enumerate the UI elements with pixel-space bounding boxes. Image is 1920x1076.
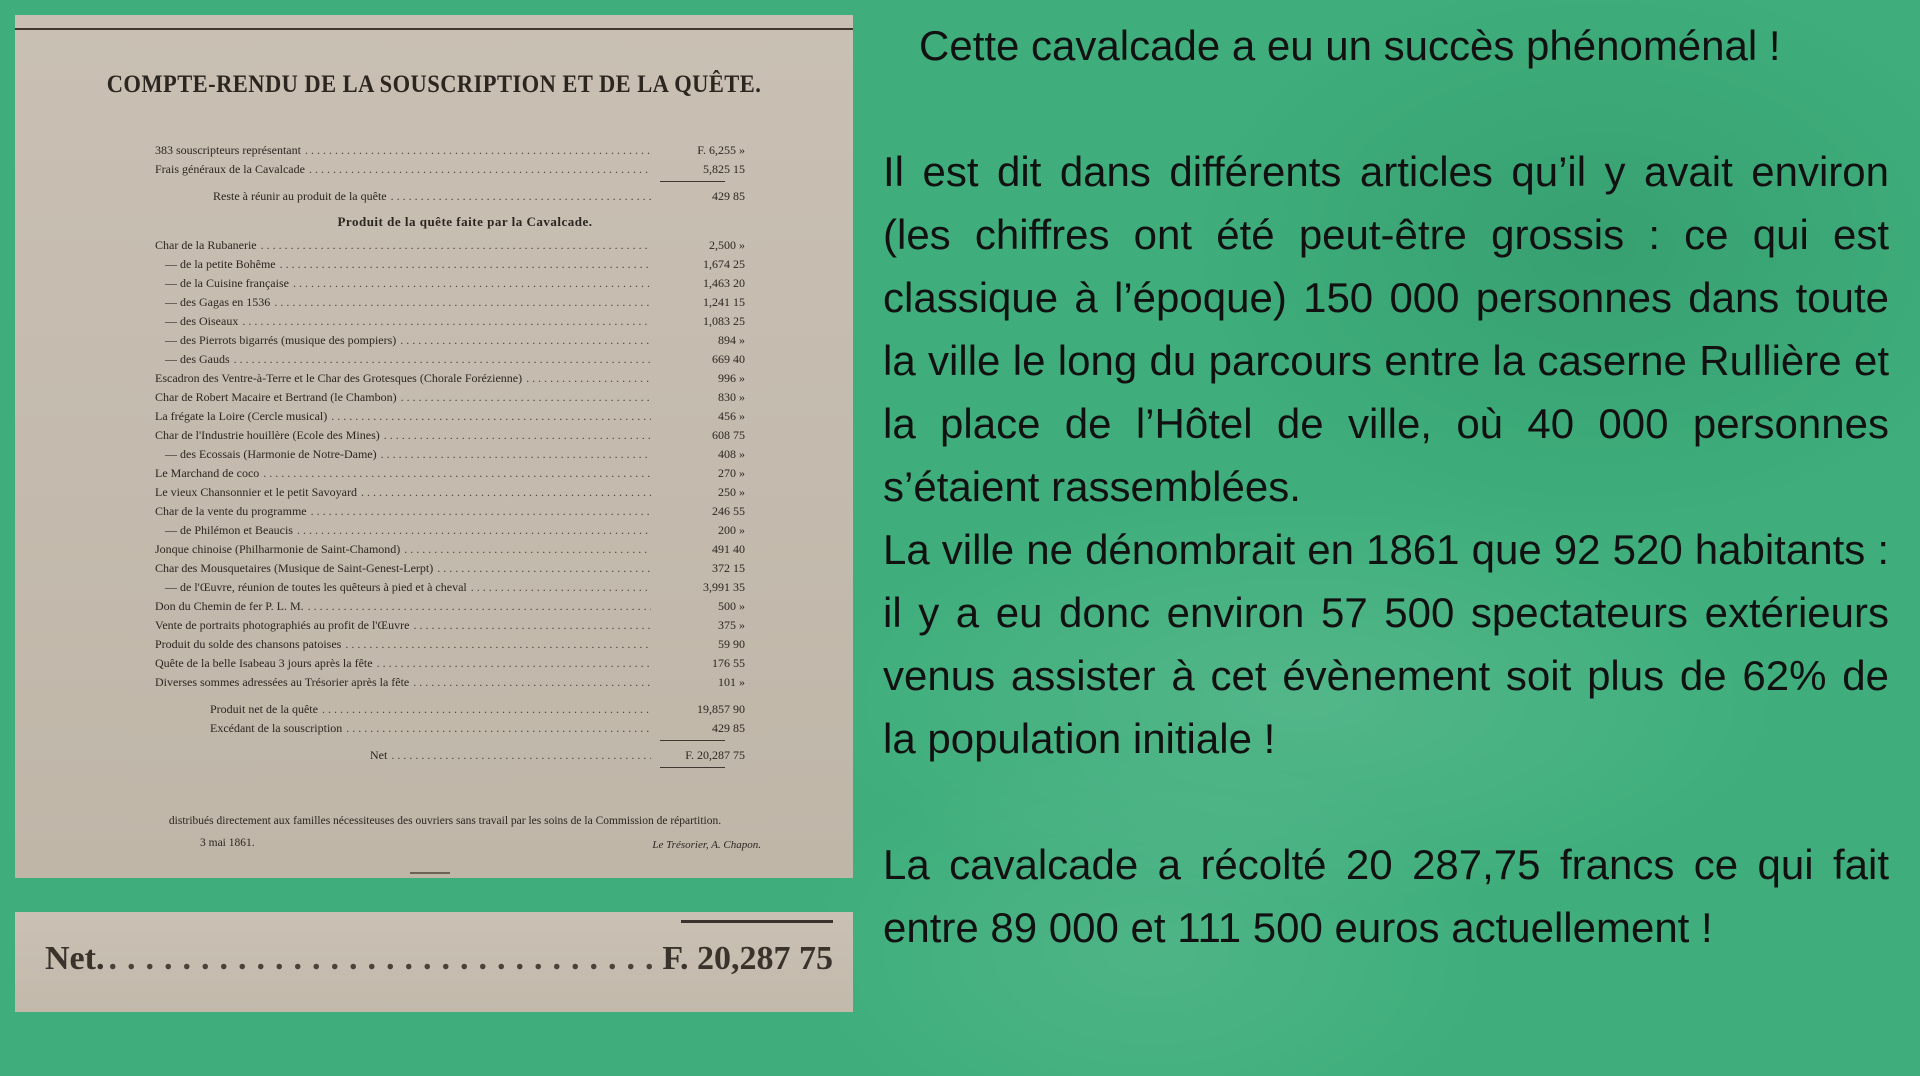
collection-row: Char de la vente du programme ..... 246 55 xyxy=(155,502,745,521)
collection-subheading: Produit de la quête faite par la Cavalcade. xyxy=(337,214,593,229)
net-zoom-label: Net. xyxy=(45,940,105,977)
collection-row: — des Ecossais (Harmonie de Notre-Dame) ..... 408 » xyxy=(155,445,745,464)
total-row: Excédant de la souscription ..... 429 85 xyxy=(155,719,745,738)
top-rule xyxy=(15,28,853,30)
rule xyxy=(681,920,833,923)
collection-row: — de la petite Bohême ..... 1,674 25 xyxy=(155,255,745,274)
commentary-paragraph: La cavalcade a récolté 20 287,75 francs ce qui fait entre 89 000 et 111 500 euros actuellement ! xyxy=(883,841,1889,951)
summary-row: Frais généraux de la Cavalcade ..... 5,825 15 xyxy=(155,160,745,179)
document-body xyxy=(155,141,745,773)
net-zoom-row xyxy=(45,940,833,990)
footnote: distribués directement aux familles nécessiteuses des ouvriers sans travail par les soins de la Commission de répartition. xyxy=(168,815,722,827)
collection-row: Char de Robert Macaire et Bertrand (le Chambon) ..... 830 » xyxy=(155,388,745,407)
commentary-paragraph: La ville ne dénombrait en 1861 que 92 520 habitants : il y a eu donc environ 57 500 spectateurs extérieurs venus assister à cet évènement soit plus de 62% de la population initiale ! xyxy=(883,526,1889,762)
net-zoom-strip xyxy=(15,912,853,1012)
commentary-paragraph: Il est dit dans différents articles qu’il y avait environ (les chiffres ont été peut-être grossis : ce qui est classique à l’époque) 150 000 personnes dans toute la ville le long du parcours entre la caserne Rullière et la place de l’Hôtel de ville, où 40 000 personnes s’étaient rassemblées. xyxy=(883,148,1889,510)
collection-row: Char de la Rubanerie ..... 2,500 » xyxy=(155,236,745,255)
collection-row: — de l'Œuvre, réunion de toutes les quêteurs à pied et à cheval ..... 3,991 35 xyxy=(155,578,745,597)
collection-row: Vente de portraits photographiés au profit de l'Œuvre ..... 375 » xyxy=(155,616,745,635)
collection-row: — des Gagas en 1536 ..... 1,241 15 xyxy=(155,293,745,312)
collection-row: Quête de la belle Isabeau 3 jours après la fête ..... 176 55 xyxy=(155,654,745,673)
collection-row: Produit du solde des chansons patoises ..... 59 90 xyxy=(155,635,745,654)
summary-row: 383 souscripteurs représentant ..... F. 6,255 » xyxy=(155,141,745,160)
document-heading: COMPTE-RENDU DE LA SOUSCRIPTION ET DE LA QUÊTE. xyxy=(106,71,762,98)
collection-items xyxy=(155,236,745,692)
collection-row: Diverses sommes adressées au Trésorier après la fête ..... 101 » xyxy=(155,673,745,692)
bottom-mark xyxy=(410,872,450,874)
collection-row: Le Marchand de coco ..... 270 » xyxy=(155,464,745,483)
collection-row: — de la Cuisine française ..... 1,463 20 xyxy=(155,274,745,293)
collection-row: — des Oiseaux ..... 1,083 25 xyxy=(155,312,745,331)
total-row: Produit net de la quête ..... 19,857 90 xyxy=(155,700,745,719)
scanned-document xyxy=(15,15,853,878)
collection-row: — des Pierrots bigarrés (musique des pompiers) ..... 894 » xyxy=(155,331,745,350)
collection-row: — de Philémon et Beaucis ..... 200 » xyxy=(155,521,745,540)
collection-row: La frégate la Loire (Cercle musical) ..... 456 » xyxy=(155,407,745,426)
rule xyxy=(660,181,725,182)
net-row: Net ..... F. 20,287 75 xyxy=(155,746,745,765)
remainder-row: Reste à réunir au produit de la quête ..... 429 85 xyxy=(155,187,745,206)
collection-row: Char des Mousquetaires (Musique de Saint-Genest-Lerpt) ..... 372 15 xyxy=(155,559,745,578)
commentary-title: Cette cavalcade a eu un succès phénoménal ! xyxy=(919,22,1781,69)
rule xyxy=(660,767,725,768)
document-date: 3 mai 1861. xyxy=(200,837,255,849)
collection-row: Le vieux Chansonnier et le petit Savoyard ..... 250 » xyxy=(155,483,745,502)
treasurer-signature: Le Trésorier, A. Chapon. xyxy=(652,839,761,851)
collection-row: Escadron des Ventre-à-Terre et le Char des Grotesques (Chorale Forézienne) ..... 996 » xyxy=(155,369,745,388)
collection-row: Char de l'Industrie houillère (Ecole des Mines) ..... 608 75 xyxy=(155,426,745,445)
collection-row: — des Gauds ..... 669 40 xyxy=(155,350,745,369)
collection-row: Jonque chinoise (Philharmonie de Saint-Chamond) ..... 491 40 xyxy=(155,540,745,559)
commentary-text xyxy=(883,14,1889,959)
net-zoom-value: F. 20,287 75 xyxy=(662,940,833,977)
rule xyxy=(660,740,725,741)
collection-row: Don du Chemin de fer P. L. M. ..... 500 » xyxy=(155,597,745,616)
